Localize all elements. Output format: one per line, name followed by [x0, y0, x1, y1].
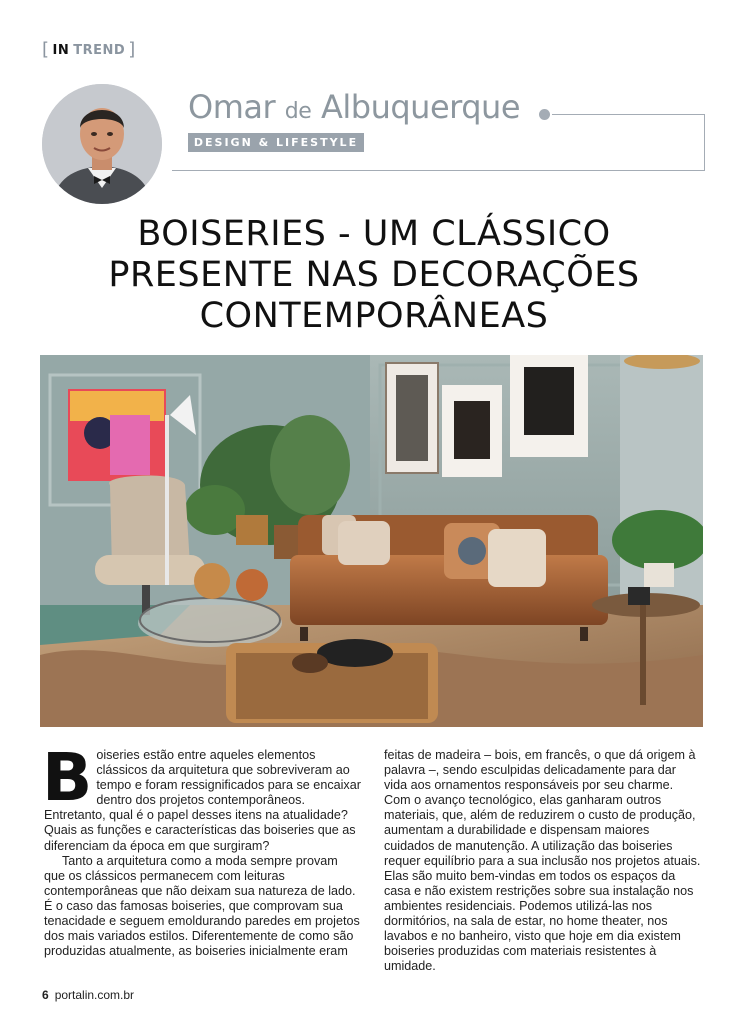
text-column-left: [42, 739, 362, 959]
paragraph-1: [42, 739, 362, 854]
section-label: TREND: [73, 42, 126, 58]
page-footer: [42, 988, 134, 1002]
section-prefix: IN: [52, 42, 70, 58]
paragraph-1-text: oiseries estão entre aqueles elementos clássicos da arquitetura que sobreviveram ao tempo e foram ressignificados para se encaixar dentro dos projetos contemporâneos. Entretanto, qual é o papel desses itens na atualidade? Quais as funções e características das boiseries que as diferenciam da época em que surgiram?: [44, 748, 361, 853]
section-tag: [42, 40, 136, 60]
title-line-2: PRESENTE NAS DECORAÇÕES: [108, 255, 640, 295]
header-bullet: [539, 109, 550, 120]
dropcap: B: [42, 739, 93, 816]
header-frame-top: [552, 114, 704, 115]
page-number: 6: [42, 988, 49, 1002]
author-first: Omar: [188, 88, 276, 126]
author-name: [188, 88, 520, 126]
author-last: Albuquerque: [320, 88, 520, 126]
bracket-right: ]: [128, 39, 136, 60]
living-room-photo: [40, 355, 703, 727]
title-line-1: BOISERIES - UM CLÁSSICO: [137, 214, 611, 254]
paragraph-2: Tanto a arquitetura como a moda sempre provam que os clássicos permanecem com leituras contemporâneas que não deixam sua natureza de lado. É o caso das famosas boiseries, que comprovam sua tenacidade e seguem emoldurando paredes em projetos dos mais variados estilos. Diferentemente de como são produzidas atualmente, as boiseries inicialmente eram: [44, 853, 360, 959]
article-title: [40, 214, 708, 337]
bracket-left: [: [42, 39, 50, 60]
text-column-right: [384, 748, 702, 974]
site-url: portalin.com.br: [54, 988, 135, 1002]
title-line-3: CONTEMPORÂNEAS: [199, 296, 549, 336]
author-photo: [42, 84, 162, 204]
paragraph-3: feitas de madeira – bois, em francês, o que dá origem à palavra –, sendo esculpidas delicadamente para dar vida aos ornamentos responsáveis por seu charme. Com o avanço tecnológico, elas ganharam outros materiais, que, além de reduzirem o custo de produção, aumentam a durabilidade e dispensam maiores cuidados de manutenção. A utilização das boiseries requer equilíbrio para a sua inclusão nos projetos atuais. Elas são muito bem-vindas em todos os espaços da casa e não existem restrições sobre sua instalação nos ambientes residenciais. Podemos utilizá-las nos dormitórios, na sala de estar, no home theater, nos lavabos e no banheiro, visto que hoje em dia existem boiseries produzidas com materiais resistentes à umidade.: [384, 748, 701, 974]
column-badge: DESIGN & LIFESTYLE: [188, 133, 364, 152]
author-connector: de: [284, 99, 312, 124]
